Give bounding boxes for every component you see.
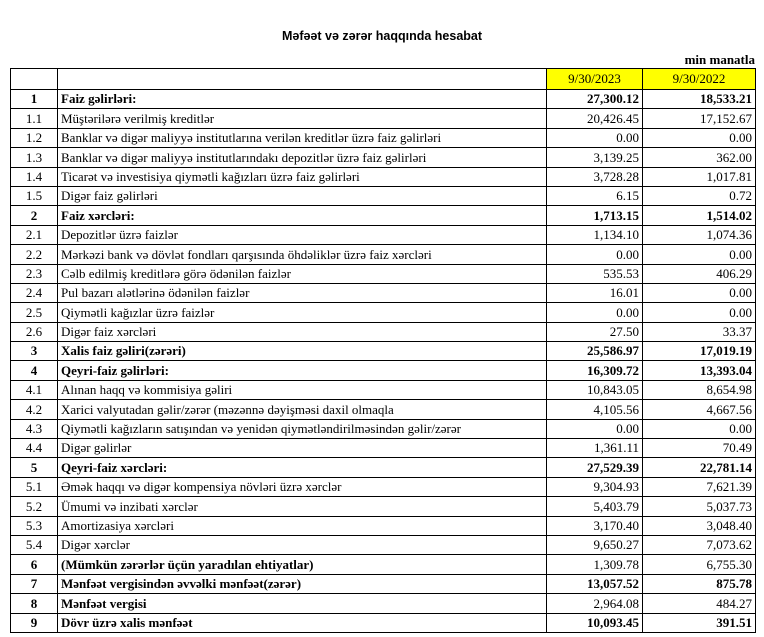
row-label: Qeyri-faiz gəlirləri: (58, 361, 547, 380)
row-label: Dövr üzrə xalis mənfəət (58, 613, 547, 632)
value-2023: 25,586.97 (547, 342, 643, 361)
row-number: 2.2 (11, 245, 58, 264)
value-2022: 70.49 (643, 439, 756, 458)
row-number: 4.2 (11, 400, 58, 419)
value-2023: 1,134.10 (547, 225, 643, 244)
value-2023: 9,304.93 (547, 477, 643, 496)
unit-note: min manatla (684, 52, 755, 67)
table-row (11, 458, 756, 477)
row-label: Xalis faiz gəliri(zərəri) (58, 342, 547, 361)
row-number: 5.4 (11, 535, 58, 554)
row-number: 7 (11, 574, 58, 593)
value-2022: 17,019.19 (643, 342, 756, 361)
row-number: 2.3 (11, 264, 58, 283)
row-number: 2.4 (11, 283, 58, 302)
row-number: 2 (11, 206, 58, 225)
table-row (11, 342, 756, 361)
value-2022: 362.00 (643, 148, 756, 167)
value-2022: 1,514.02 (643, 206, 756, 225)
value-2022: 0.00 (643, 245, 756, 264)
table-row (11, 613, 756, 632)
value-2023: 9,650.27 (547, 535, 643, 554)
row-label: Faiz xərcləri: (58, 206, 547, 225)
row-label: Qiymətli kağızlar üzrə faizlər (58, 303, 547, 322)
row-label: Banklar və digər maliyyə institutlarındakı depozitlər üzrə faiz gəlirləri (58, 148, 547, 167)
table-row (11, 264, 756, 283)
table-row (11, 206, 756, 225)
header-desc-cell (58, 69, 547, 90)
value-2022: 17,152.67 (643, 109, 756, 128)
value-2023: 0.00 (547, 303, 643, 322)
table-row (11, 90, 756, 109)
value-2023: 1,361.11 (547, 439, 643, 458)
row-number: 2.6 (11, 322, 58, 341)
value-2023: 0.00 (547, 128, 643, 147)
table-row (11, 167, 756, 186)
row-number: 6 (11, 555, 58, 574)
row-label: Mərkəzi bank və dövlət fondları qarşısında öhdəliklər üzrə faiz xərcləri (58, 245, 547, 264)
row-label: Alınan haqq və kommisiya gəliri (58, 380, 547, 399)
value-2022: 4,667.56 (643, 400, 756, 419)
value-2023: 1,713.15 (547, 206, 643, 225)
report-title: Məfəət və zərər haqqında hesabat (281, 29, 483, 43)
row-number: 8 (11, 594, 58, 613)
row-number: 9 (11, 613, 58, 632)
row-label: Xarici valyutadan gəlir/zərər (məzənnə dəyişməsi daxil olmaqla (58, 400, 547, 419)
row-number: 4.3 (11, 419, 58, 438)
table-row (11, 361, 756, 380)
value-2022: 6,755.30 (643, 555, 756, 574)
row-number: 4.4 (11, 439, 58, 458)
value-2022: 33.37 (643, 322, 756, 341)
value-2023: 5,403.79 (547, 497, 643, 516)
table-row (11, 419, 756, 438)
table-row (11, 245, 756, 264)
value-2023: 535.53 (547, 264, 643, 283)
row-label: Digər faiz gəlirləri (58, 186, 547, 205)
row-label: Əmək haqqı və digər kompensiya növləri üzrə xərclər (58, 477, 547, 496)
value-2023: 6.15 (547, 186, 643, 205)
value-2022: 0.00 (643, 303, 756, 322)
value-2022: 13,393.04 (643, 361, 756, 380)
value-2022: 3,048.40 (643, 516, 756, 535)
value-2023: 3,139.25 (547, 148, 643, 167)
row-label: Amortizasiya xərcləri (58, 516, 547, 535)
table-row (11, 148, 756, 167)
row-number: 1.4 (11, 167, 58, 186)
value-2022: 5,037.73 (643, 497, 756, 516)
table-body (11, 90, 756, 633)
header-no-cell (11, 69, 58, 90)
row-number: 2.1 (11, 225, 58, 244)
header-date-2023: 9/30/2023 (547, 69, 643, 90)
value-2023: 27,300.12 (547, 90, 643, 109)
table-row (11, 283, 756, 302)
table-row (11, 535, 756, 554)
value-2022: 22,781.14 (643, 458, 756, 477)
row-label: (Mümkün zərərlər üçün yaradılan ehtiyatlar) (58, 555, 547, 574)
value-2023: 13,057.52 (547, 574, 643, 593)
header-date-2022: 9/30/2022 (643, 69, 756, 90)
table-row (11, 186, 756, 205)
row-label: Mənfəət vergisindən əvvəlki mənfəət(zərər) (58, 574, 547, 593)
table-row (11, 128, 756, 147)
row-number: 5.2 (11, 497, 58, 516)
pnl-table (10, 68, 756, 633)
row-label: Digər faiz xərcləri (58, 322, 547, 341)
table-row (11, 555, 756, 574)
table-row (11, 497, 756, 516)
table-row (11, 322, 756, 341)
value-2022: 0.72 (643, 186, 756, 205)
value-2022: 0.00 (643, 419, 756, 438)
value-2022: 391.51 (643, 613, 756, 632)
row-number: 5.1 (11, 477, 58, 496)
row-number: 1.1 (11, 109, 58, 128)
row-number: 1.3 (11, 148, 58, 167)
value-2023: 0.00 (547, 419, 643, 438)
value-2022: 484.27 (643, 594, 756, 613)
row-number: 2.5 (11, 303, 58, 322)
row-label: Pul bazarı alətlərinə ödənilən faizlər (58, 283, 547, 302)
value-2023: 16,309.72 (547, 361, 643, 380)
row-label: Cəlb edilmiş kreditlərə görə ödənilən faizlər (58, 264, 547, 283)
row-label: Digər gəlirlər (58, 439, 547, 458)
value-2023: 20,426.45 (547, 109, 643, 128)
value-2022: 0.00 (643, 283, 756, 302)
row-number: 1.2 (11, 128, 58, 147)
row-label: Ümumi və inzibati xərclər (58, 497, 547, 516)
row-number: 5 (11, 458, 58, 477)
table-row (11, 303, 756, 322)
row-number: 4.1 (11, 380, 58, 399)
row-number: 4 (11, 361, 58, 380)
value-2022: 0.00 (643, 128, 756, 147)
value-2023: 3,170.40 (547, 516, 643, 535)
value-2022: 1,017.81 (643, 167, 756, 186)
table-row (11, 109, 756, 128)
table-row (11, 594, 756, 613)
value-2023: 1,309.78 (547, 555, 643, 574)
table-row (11, 574, 756, 593)
value-2023: 0.00 (547, 245, 643, 264)
value-2023: 10,093.45 (547, 613, 643, 632)
table-row (11, 225, 756, 244)
row-label: Müştərilərə verilmiş kreditlər (58, 109, 547, 128)
row-label: Qiymətli kağızların satışından və yenidən qiymətləndirilməsindən gəlir/zərər (58, 419, 547, 438)
value-2022: 406.29 (643, 264, 756, 283)
value-2023: 3,728.28 (547, 167, 643, 186)
table-row (11, 380, 756, 399)
row-number: 1.5 (11, 186, 58, 205)
row-label: Mənfəət vergisi (58, 594, 547, 613)
value-2023: 10,843.05 (547, 380, 643, 399)
value-2022: 18,533.21 (643, 90, 756, 109)
value-2022: 7,073.62 (643, 535, 756, 554)
value-2022: 7,621.39 (643, 477, 756, 496)
value-2022: 8,654.98 (643, 380, 756, 399)
row-label: Qeyri-faiz xərcləri: (58, 458, 547, 477)
table-row (11, 400, 756, 419)
value-2023: 4,105.56 (547, 400, 643, 419)
table-row (11, 477, 756, 496)
row-number: 5.3 (11, 516, 58, 535)
header-row (11, 69, 756, 90)
row-label: Digər xərclər (58, 535, 547, 554)
row-label: Faiz gəlirləri: (58, 90, 547, 109)
value-2023: 27,529.39 (547, 458, 643, 477)
row-label: Depozitlər üzrə faizlər (58, 225, 547, 244)
value-2023: 16.01 (547, 283, 643, 302)
row-label: Ticarət və investisiya qiymətli kağızları üzrə faiz gəlirləri (58, 167, 547, 186)
table-row (11, 516, 756, 535)
value-2022: 1,074.36 (643, 225, 756, 244)
value-2022: 875.78 (643, 574, 756, 593)
table-row (11, 439, 756, 458)
row-number: 3 (11, 342, 58, 361)
row-number: 1 (11, 90, 58, 109)
value-2023: 27.50 (547, 322, 643, 341)
row-label: Banklar və digər maliyyə institutlarına verilən kreditlər üzrə faiz gəlirləri (58, 128, 547, 147)
value-2023: 2,964.08 (547, 594, 643, 613)
